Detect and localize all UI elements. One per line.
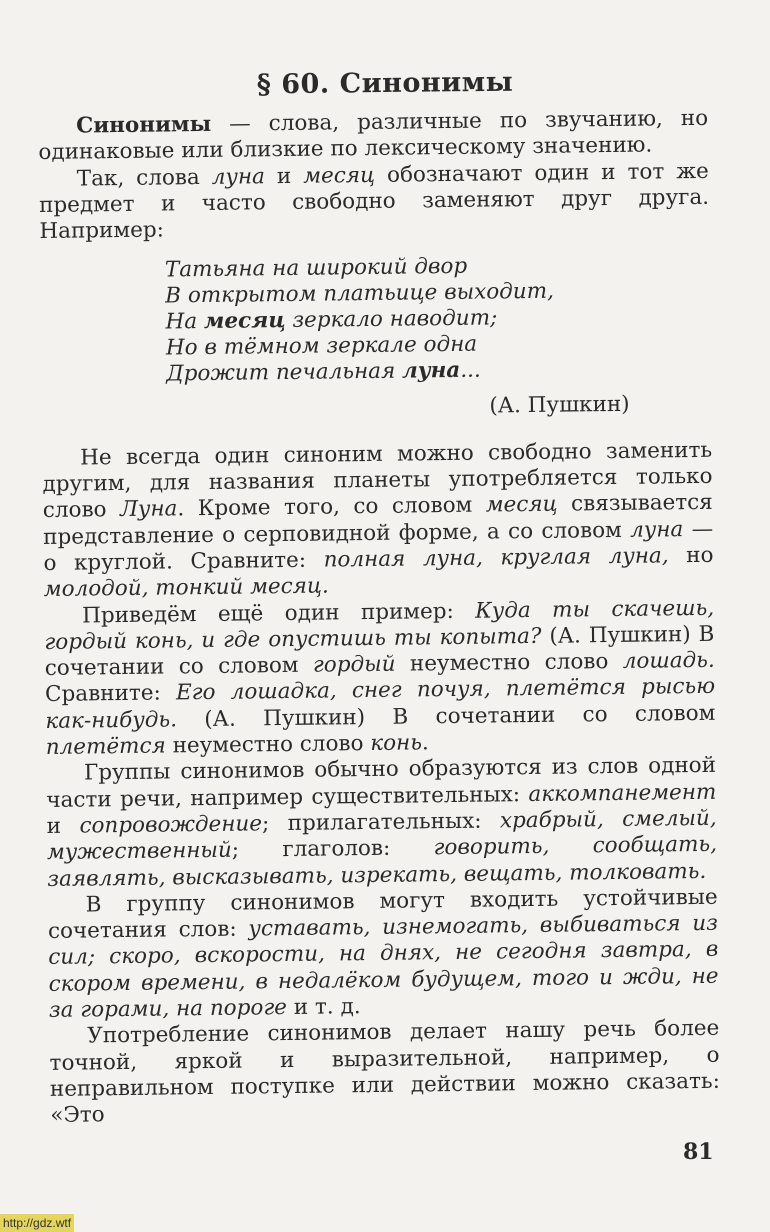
poem-line: На месяц зеркало наводит; <box>165 305 498 335</box>
paragraph-parts-of-speech: Группы синонимов обычно образуются из слов одной части речи, например существительных: аккомпанемент и сопровождение; прилагательных: храбрый, смелый, мужественный; глаголов: говорить, сообщать, заявлять, высказывать, изрекать, вещать, толковать. <box>46 753 718 892</box>
paragraph-second-example: Приведём ещё один пример: Куда ты скачешь, гордый конь, и где опустишь ты копыта? (А. Пушкин) В сочетании со словом гордый неуместно слово лошадь. Сравните: Его лошадка, снег почуя, плетётся рысью как-нибудь. (А. Пушкин) В сочетании со словом плетётся неуместно слово конь. <box>44 595 716 760</box>
paragraph-usage: Употребление синонимов делает нашу речь более точной, яркой и выразительной, например, о неправильном поступке или действии можно сказать: «Это <box>49 1016 721 1129</box>
body-text <box>38 106 720 1130</box>
page-number: 81 <box>683 1139 714 1165</box>
poem-line: Но в тёмном зеркале одна <box>165 332 478 361</box>
poem-line: Дрожит печальная луна... <box>166 358 481 387</box>
paragraph-phrases: В группу синонимов могут входить устойчивые сочетания слов: уставать, изнемогать, выбиваться из сил; скоро, вскорости, на днях, не сегодня завтра, в скором времени, в недалёком будущем, того и жди, не за горами, на пороге и т. д. <box>47 884 719 1023</box>
paragraph-definition: Синонимы — слова, различные по звучанию, но одинаковые или близкие по лексическому значению. <box>38 105 709 166</box>
poem-author: (А. Пушкин) <box>489 392 630 419</box>
poem-line: Татьяна на широкий двор <box>164 254 468 283</box>
poem-quote <box>165 251 712 388</box>
term-bold: Синонимы <box>75 111 212 139</box>
watermark-link[interactable]: http://gdz.wtf <box>0 1214 74 1232</box>
paragraph-substitution: Не всегда один синоним можно свободно заменить другим, для названия планеты употребляется только слово Луна. Кроме того, со словом месяц связывается представление о серповидной форме, а со словом луна — о круглой. Сравните: полная луна, круглая луна, но молодой, тонкий месяц. <box>42 437 714 603</box>
poem-line: В открытом платьице выходит, <box>165 279 555 309</box>
paragraph-example-intro: Так, слова луна и месяц обозначают один и тот же предмет и часто свободно заменяют друг друга. Например: <box>38 158 710 245</box>
section-title: § 60. Синонимы <box>256 66 514 101</box>
